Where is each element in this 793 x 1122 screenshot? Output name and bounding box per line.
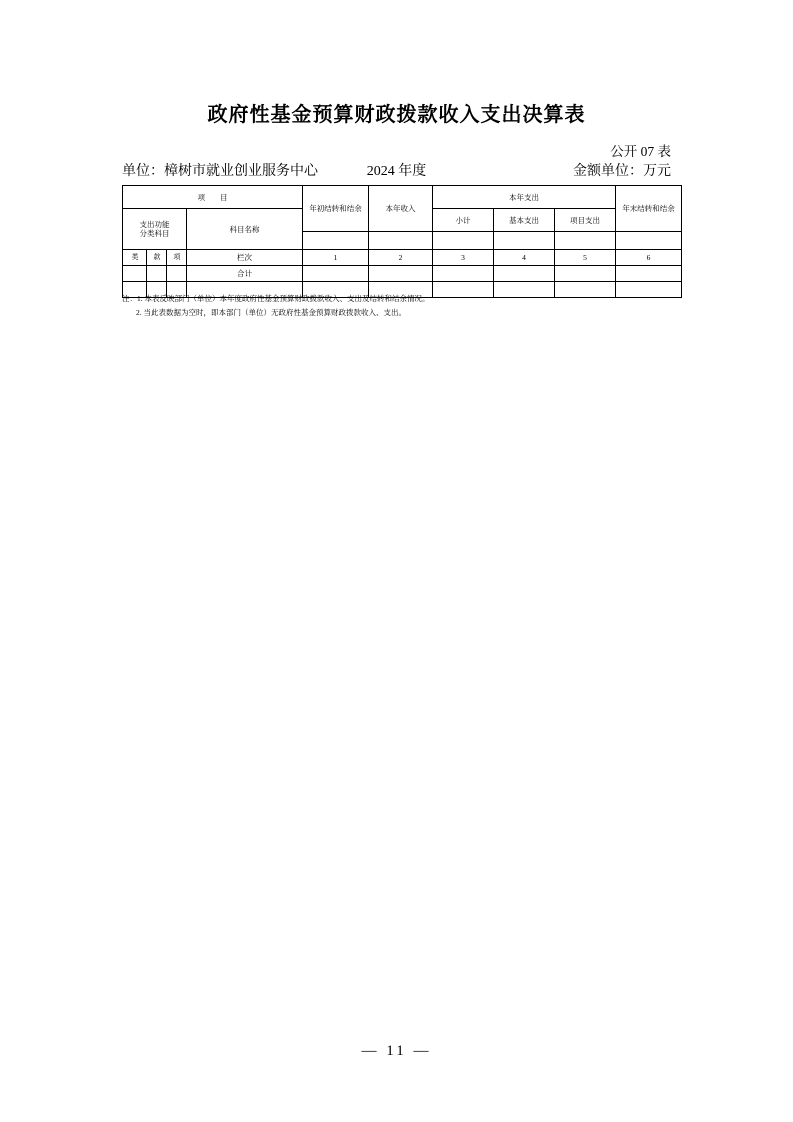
header-spacer-basic <box>494 232 555 250</box>
form-code: 公开 07 表 <box>610 144 671 159</box>
table-header-row-1 <box>123 186 682 209</box>
column-number-2: 2 <box>369 250 433 266</box>
column-number-4: 4 <box>494 250 555 266</box>
unit-name: 樟树市就业创业服务中心 <box>164 162 318 178</box>
subheader-vertical-kuan: 款 <box>147 250 167 266</box>
header-project-expenditure: 项目支出 <box>555 209 616 232</box>
meta-row <box>122 160 671 180</box>
column-number-5: 5 <box>555 250 616 266</box>
total-row-value-3 <box>433 266 494 282</box>
header-expenditure-function <box>123 209 187 250</box>
total-row-value-5 <box>555 266 616 282</box>
total-row-value-4 <box>494 266 555 282</box>
column-row-label: 栏次 <box>187 250 303 266</box>
header-ending-balance: 年末结转和结余 <box>616 186 682 232</box>
table-column-number-row <box>123 250 682 266</box>
column-number-6: 6 <box>616 250 682 266</box>
header-beginning-balance: 年初结转和结余 <box>303 186 369 232</box>
header-expenditure-function-line1: 支出功能 <box>139 220 170 229</box>
total-row-kuan <box>147 266 167 282</box>
header-current-year-income: 本年收入 <box>369 186 433 232</box>
total-row-value-1 <box>303 266 369 282</box>
column-number-3: 3 <box>433 250 494 266</box>
table-total-row <box>123 266 682 282</box>
header-item-group: 项 目 <box>123 186 303 209</box>
fiscal-year: 2024 年度 <box>366 164 427 179</box>
header-spacer-ending <box>616 232 682 250</box>
header-spacer-total <box>433 232 494 250</box>
header-spacer-income <box>369 232 433 250</box>
page-number: — 11 — <box>361 1043 432 1059</box>
total-row-xiang <box>167 266 187 282</box>
total-row-label: 合计 <box>187 266 303 282</box>
subheader-vertical-lei: 类 <box>123 250 147 266</box>
total-row-value-2 <box>369 266 433 282</box>
note-line-2: 2. 当此表数据为空时，即本部门（单位）无政府性基金预算财政拨款收入、支出。 <box>136 308 406 318</box>
header-spacer-beginning <box>303 232 369 250</box>
page-title: 政府性基金预算财政拨款收入支出决算表 <box>207 104 586 126</box>
total-row-value-6 <box>616 266 682 282</box>
financial-table <box>122 185 682 298</box>
column-number-1: 1 <box>303 250 369 266</box>
note-line-1: 注：1. 本表反映部门（单位）本年度政府性基金预算财政拨款收入、支出及结转和结余情况。 <box>122 294 430 303</box>
total-row-lei <box>123 266 147 282</box>
header-total: 小计 <box>433 209 494 232</box>
amount-unit: 金额单位：万元 <box>573 164 671 179</box>
header-subject-name: 科目名称 <box>187 209 303 250</box>
header-basic-expenditure: 基本支出 <box>494 209 555 232</box>
unit-label: 单位： <box>122 164 164 179</box>
header-current-year-expenditure: 本年支出 <box>433 186 616 209</box>
header-expenditure-function-line2: 分类科目 <box>139 229 170 238</box>
subheader-vertical-xiang: 项 <box>167 250 187 266</box>
table-notes <box>122 292 671 321</box>
unit-info <box>122 160 318 180</box>
header-spacer-project <box>555 232 616 250</box>
